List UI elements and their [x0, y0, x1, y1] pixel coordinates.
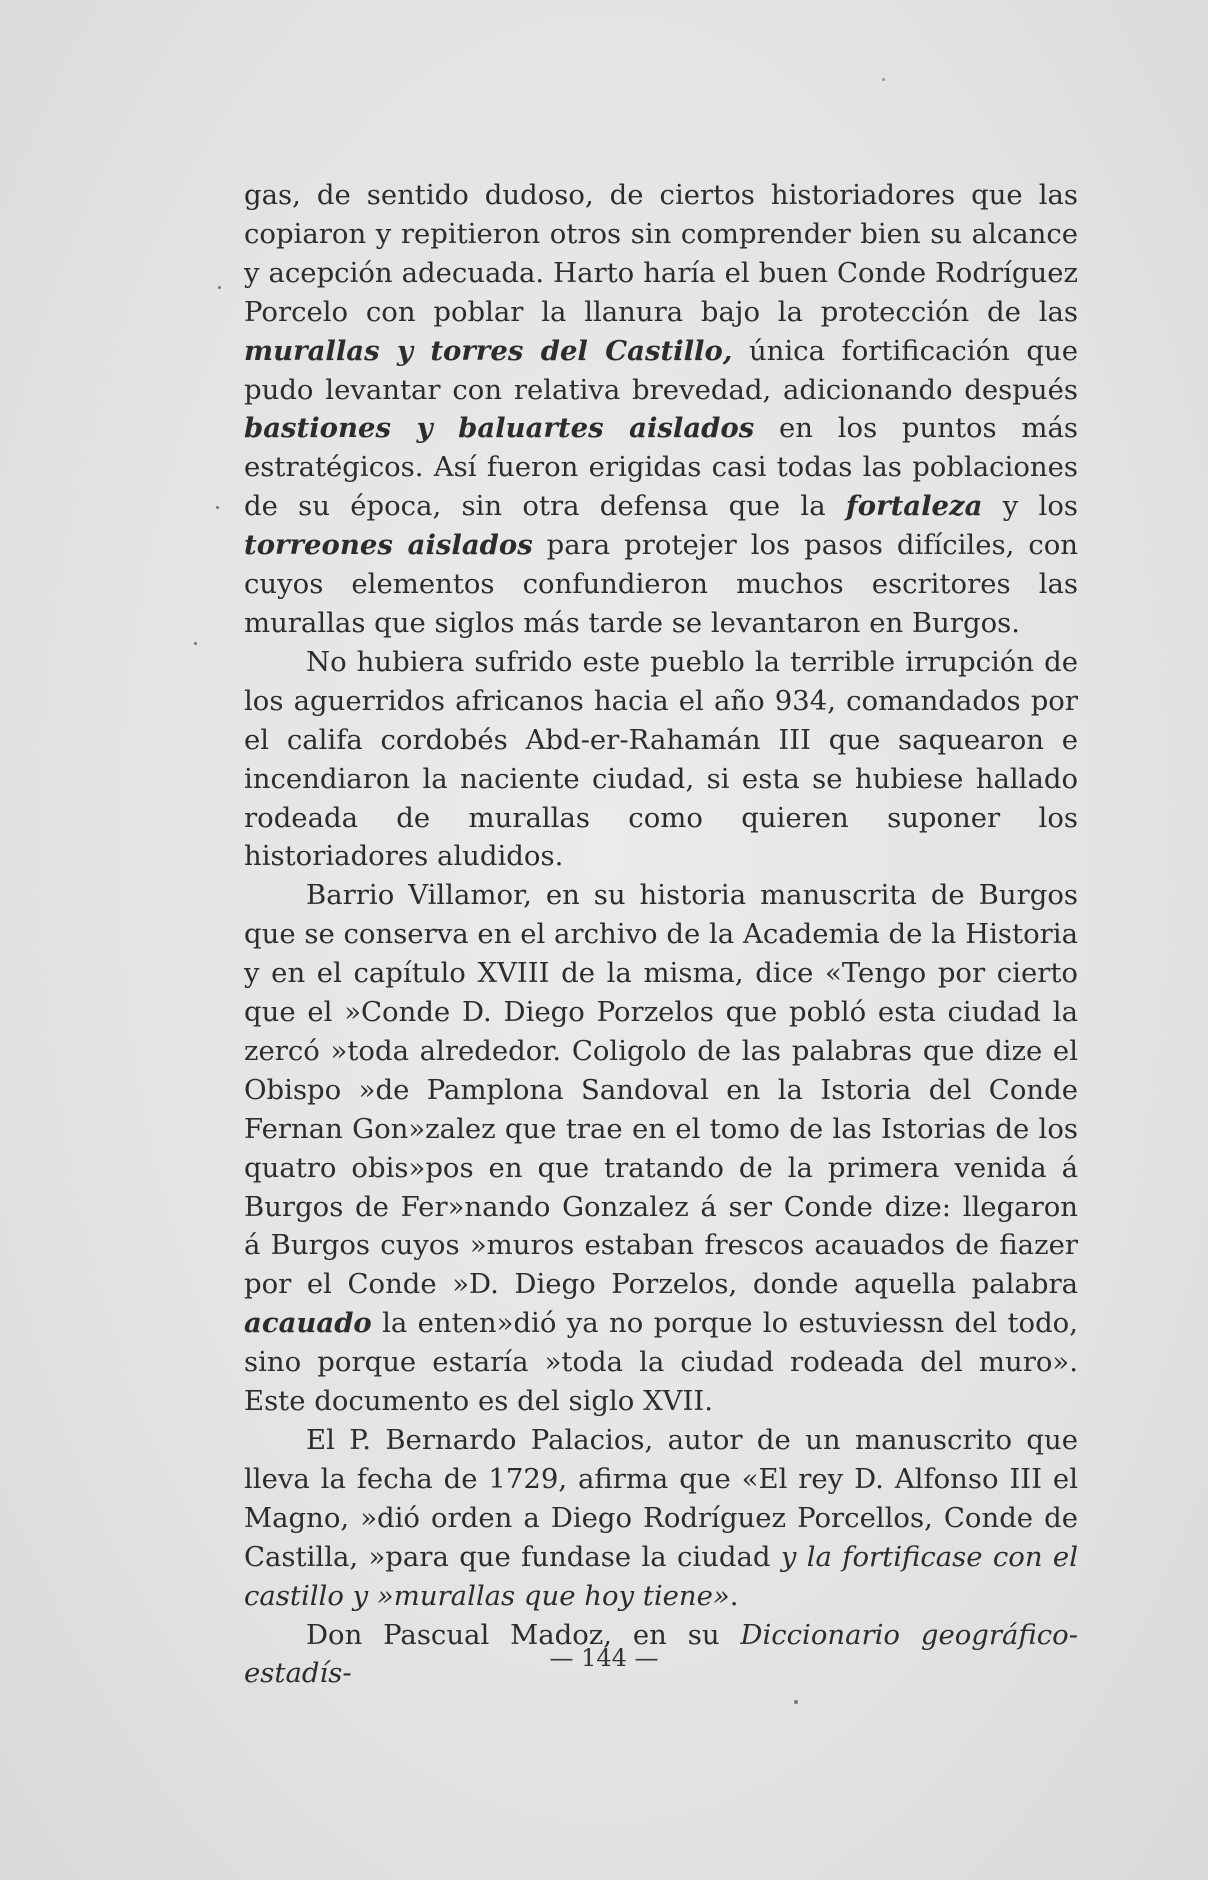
text-run: El P. Bernardo Palacios, autor de un manuscrito que lleva la fecha de 1729, afirma que «El rey D. Alfonso III el Magno, »dió orden a Diego Rodríguez Porcellos, Conde de Castilla, »para que fundase la ciudad	[244, 1424, 1078, 1573]
paragraph	[244, 176, 1078, 643]
text-run: la enten»dió ya no porque lo estuviessn del todo, sino porque estaría »toda la ciudad rodeada del muro». Este documento es del siglo XVII.	[244, 1307, 1078, 1418]
paragraph	[244, 643, 1078, 876]
text-run: única fortificación que pudo levantar con relativa brevedad, adicionando después	[244, 334, 1078, 406]
scan-speck	[216, 506, 219, 509]
text-run: gas, de sentido dudoso, de ciertos historiadores que las copiaron y repitieron otros sin comprender bien su alcance y acepción adecuada. Harto haría el buen Conde Rodríguez Porcelo con poblar la llanura bajo la protección de las	[244, 179, 1078, 328]
body-text	[244, 176, 1078, 1693]
text-run: Barrio Villamor, en su historia manuscrita de Burgos que se conserva en el archivo de la Academia de la Historia y en el capítulo XVIII de la misma, dice «Tengo por cierto que el »Conde D. Diego Porzelos que pobló esta ciudad la zercó »toda alrededor. Coligolo de las palabras que dize el Obispo »de Pamplona Sandoval en la Istoria del Conde Fernan Gon»zalez que trae en el tomo de las Istorias de los quatro obis»pos en que tratando de la primera venida á Burgos de Fer»nando Gonzalez á ser Conde dize: llegaron á Burgos cuyos »muros estaban frescos acauados de fiazer por el Conde »D. Diego Porzelos, donde aquella palabra	[244, 879, 1078, 1301]
scan-speck	[794, 1700, 798, 1704]
text-run: para protejer los pasos difíciles, con cuyos elementos confundieron muchos escritores las murallas que siglos más tarde se levantaron en Burgos.	[244, 529, 1078, 639]
paragraph	[244, 876, 1078, 1421]
text-run: .	[729, 1579, 739, 1612]
italic-text: y la fortificase con el castillo y »murallas que hoy tiene»	[244, 1540, 1078, 1612]
emphasis-text: acauado	[244, 1307, 372, 1340]
scan-speck	[218, 286, 221, 289]
page-number: — 144 —	[549, 1644, 659, 1672]
paragraph	[244, 1421, 1078, 1616]
italic-text: Diccionario geográfico-estadís-	[244, 1618, 1079, 1690]
emphasis-text: bastiones y baluartes aislados	[244, 412, 755, 445]
text-run: y los	[982, 490, 1078, 523]
text-run: Don Pascual Madoz, en su	[306, 1618, 741, 1651]
emphasis-text: torreones aislados	[244, 529, 533, 562]
scan-speck	[882, 78, 885, 81]
text-run: en los puntos más estratégicos. Así fueron erigidas casi todas las poblaciones de su época, sin otra defensa que la	[244, 412, 1078, 523]
emphasis-text: fortaleza	[845, 490, 983, 523]
scan-speck	[194, 642, 197, 645]
emphasis-text: murallas y torres del Castillo,	[244, 334, 733, 367]
text-run: No hubiera sufrido este pueblo la terrible irrupción de los aguerridos africanos hacia el año 934, comandados por el califa cordobés Abd-er-Rahamán III que saquearon e incendiaron la naciente ciudad, si esta se hubiese hallado rodeada de murallas como quieren suponer los historiadores aludidos.	[244, 645, 1078, 873]
